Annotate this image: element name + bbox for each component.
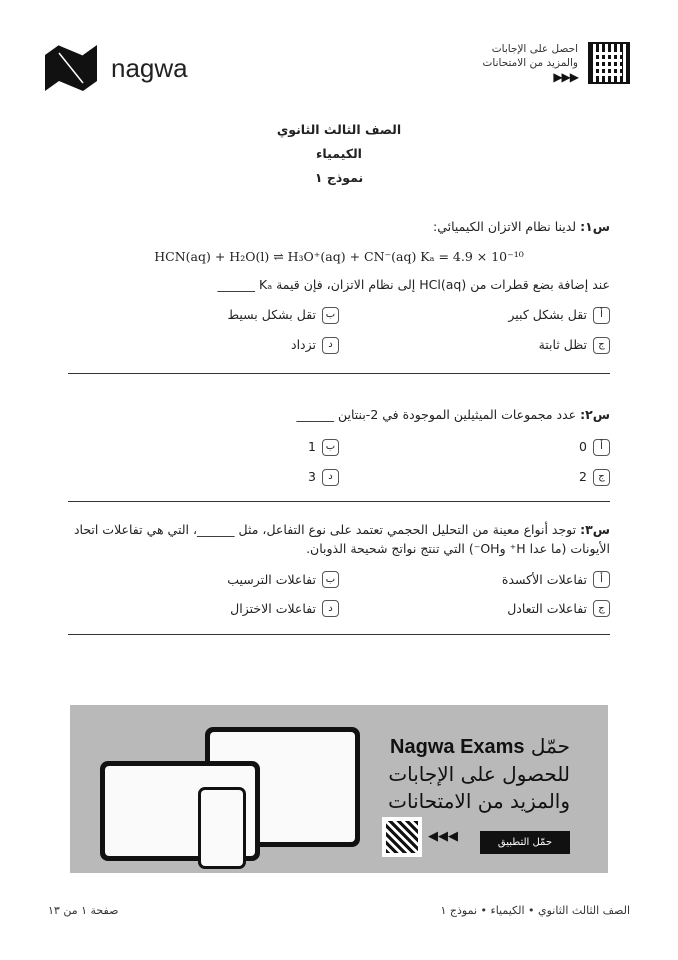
banner-brand: Nagwa Exams [390, 736, 525, 758]
option-letter: ج [593, 469, 610, 486]
nagwa-exams-banner[interactable] [70, 705, 608, 873]
question-number: س٢: [580, 407, 610, 422]
nagwa-logo [45, 45, 188, 91]
arrows-icon: ▶▶▶ [553, 70, 578, 84]
option-letter: ب [322, 307, 339, 324]
nagwa-logo-icon [45, 45, 97, 91]
divider [68, 501, 610, 502]
question-2 [68, 404, 610, 488]
qr-code-icon[interactable] [588, 42, 630, 84]
option-c[interactable] [339, 599, 610, 618]
question-number: س٣: [580, 522, 610, 537]
option-text: تقل بشكل بسيط [227, 307, 316, 322]
page-number: صفحة ١ من ١٣ [48, 904, 119, 917]
option-text: 1 [308, 439, 316, 454]
option-text: تفاعلات الترسيب [227, 572, 316, 587]
option-b[interactable] [68, 304, 339, 326]
option-text: 2 [579, 469, 587, 484]
equilibrium-equation: HCN(aq) + H₂O(l) ⇌ H₃O⁺(aq) + CN⁻(aq) Kₐ = 4.9 × 10⁻¹⁰ [154, 249, 524, 264]
model-title: نموذج ١ [314, 170, 364, 185]
qr-code-icon[interactable] [382, 817, 422, 857]
option-text: تقل بشكل كبير [508, 307, 587, 322]
promo-line-2: والمزيد من الامتحانات [482, 57, 578, 69]
option-text: 0 [579, 439, 587, 454]
option-a[interactable] [339, 570, 610, 589]
banner-title [388, 733, 570, 815]
question-text: لدينا نظام الاتزان الكيميائي: [432, 219, 577, 234]
option-a[interactable] [339, 436, 610, 458]
promo-line-1: احصل على الإجابات [491, 43, 578, 55]
option-d[interactable] [68, 466, 339, 488]
question-text: عدد مجموعات الميثيلين الموجودة في 2-بنتاين ______ [296, 407, 577, 422]
question-text: توجد أنواع معينة من التحليل الحجمي تعتمد على نوع التفاعل، مثل ______، التي هي تفاعلات اتحاد الأيونات (ما عدا H⁺ وOH⁻) التي تنتج نواتج شحيحة الذوبان. [73, 522, 610, 556]
option-b[interactable] [68, 570, 339, 589]
option-letter: أ [593, 439, 610, 456]
option-letter: د [322, 337, 339, 354]
question-3 [68, 520, 610, 618]
option-text: تفاعلات الأكسدة [501, 572, 587, 587]
banner-line-1: حمّل [530, 734, 570, 758]
question-text-2: عند إضافة بضع قطرات من HCl(aq) إلى نظام الاتزان، فإن قيمة Kₐ ______ [217, 277, 610, 292]
option-text: تفاعلات التعادل [507, 601, 587, 616]
exam-titles [0, 118, 678, 190]
grade-title: الصف الثالث الثانوي [276, 122, 402, 137]
download-app-button[interactable]: حمّل التطبيق [480, 831, 570, 854]
option-c[interactable] [339, 466, 610, 488]
option-letter: د [322, 469, 339, 486]
option-a[interactable] [339, 304, 610, 326]
question-number: س١: [580, 219, 610, 234]
divider [68, 373, 610, 374]
option-letter: أ [593, 307, 610, 324]
banner-line-3: والمزيد من الامتحانات [388, 789, 570, 813]
question-1 [68, 216, 610, 356]
option-letter: أ [593, 571, 610, 588]
option-b[interactable] [68, 436, 339, 458]
option-text: 3 [308, 469, 316, 484]
option-d[interactable] [68, 599, 339, 618]
option-text: تظل ثابتة [538, 337, 587, 352]
option-letter: ب [322, 571, 339, 588]
option-letter: ب [322, 439, 339, 456]
logo-text: nagwa [111, 52, 188, 83]
option-c[interactable] [339, 334, 610, 356]
footer-info: الصف الثالث الثانوي • الكيمياء • نموذج ١ [440, 904, 630, 917]
option-letter: ج [593, 600, 610, 617]
subject-title: الكيمياء [316, 146, 362, 161]
phone-image [198, 787, 246, 869]
option-text: تفاعلات الاختزال [230, 601, 316, 616]
option-text: تزداد [291, 337, 316, 352]
option-letter: ج [593, 337, 610, 354]
option-letter: د [322, 600, 339, 617]
header-promo[interactable] [483, 42, 630, 84]
banner-line-2: للحصول على الإجابات [388, 762, 570, 786]
arrows-icon: ◀◀◀ [428, 829, 458, 844]
option-d[interactable] [68, 334, 339, 356]
divider [68, 634, 610, 635]
